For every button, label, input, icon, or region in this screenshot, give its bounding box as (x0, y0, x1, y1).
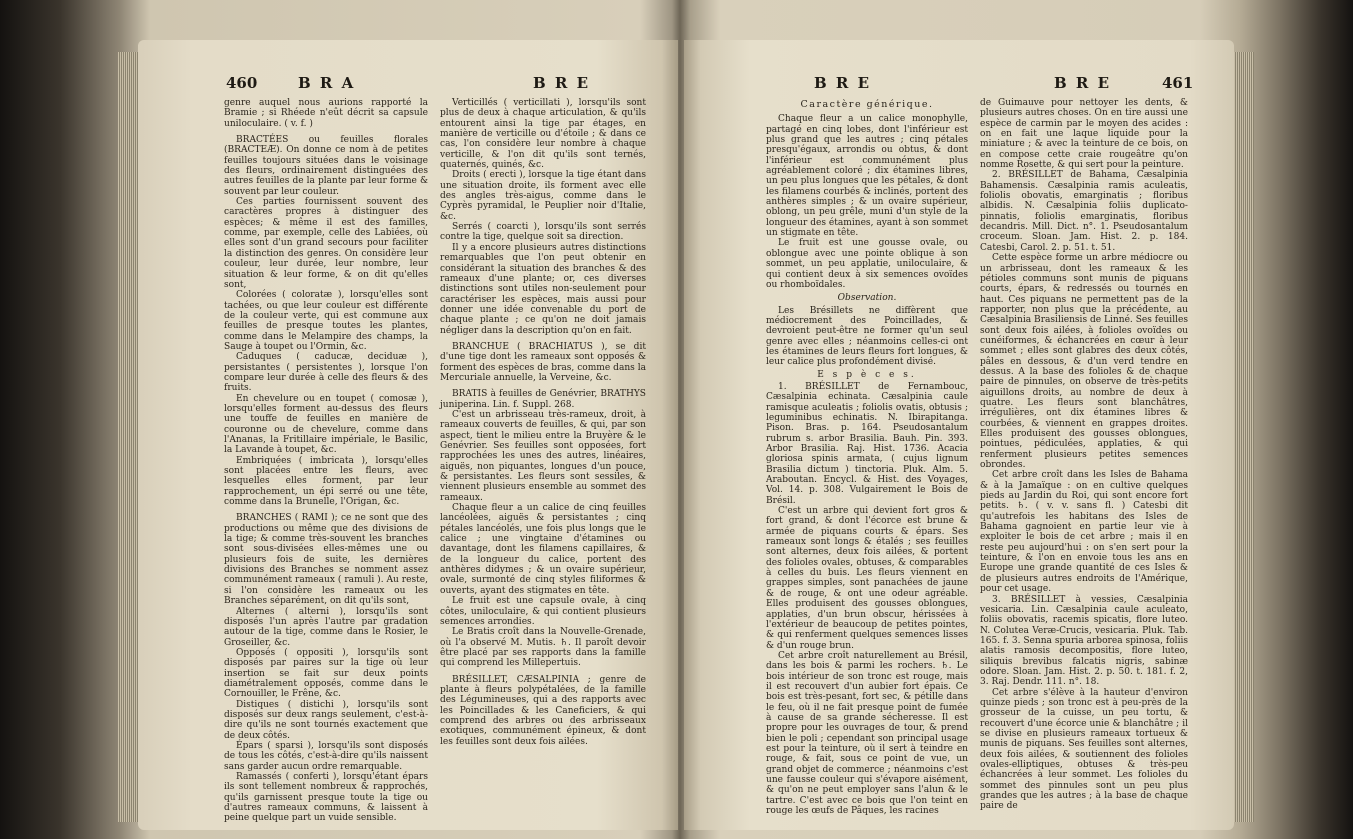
paragraph: Cet arbre croît dans les Isles de Bahama & à la Jamaïque : on en cultive quelques pieds au Jardin du Roi, qui sont encore fort petits. ♄. ( v. v. sans fl. ) Catesbi dit qu'autrefois les habitans des Isles de Bahama gagnoient en partie leur vie à exploiter le bois de cet arbre ; mais il en reste peu aujourd'hui : on s'en sert pour la teinture, & l'on en envoie tous les ans en Europe une grande quantité de ces Isles & de plusieurs autres endroits de l'Amérique, pour cet usage. (980, 470, 1188, 595)
paragraph: Embriquées ( imbricata ), lorsqu'elles sont placées entre les fleurs, avec lesquelles elles forment, par leur rapprochement, un épi serré ou une tête, comme dans la Brunelle, l'Origan, &c. (224, 455, 428, 508)
paragraph: Cette espèce forme un arbre médiocre ou un arbrisseau, dont les rameaux & les pétioles communs sont munis de piquans courts, épars, & redressés ou tournés en haut. Ces piquans ne permettent pas de la rapporter, non plus que la précédente, au Cæsalpinia Brasiliensis de Linné. Ses feuilles sont deux fois ailées, à folioles ovoïdes ou cunéiformes, & échancrées en cœur à leur sommet ; elles sont glabres des deux côtés, pâles en dessous, & d'un verd tendre en dessus. A la base des folioles & de chaque paire de pinnules, on observe de très-petits aiguillons droits, au nombre de deux à quatre. Les fleurs sont blanchâtres, irrégulières, ont dix étamines libres & courbées, & viennent en grappes droites. Elles produisent des gousses oblongues, pointues, pédiculées, applaties, & qui renferment plusieurs petites semences obrondes. (980, 253, 1188, 471)
paragraph: Verticillés ( verticillati ), lorsqu'ils sont plus de deux à chaque articulation, & qu'ils entourent ainsi la tige par étages, en manière de verticille ou d'étoile ; & dans ce cas, l'on considère leur nombre à chaque verticille, & l'on dit qu'ils sont ternés, quaternés, quinés, &c. (440, 98, 646, 171)
paragraph: BRANCHUE ( BRACHIATUS ), se dit d'une tige dont les rameaux sont opposés & forment des espèces de bras, comme dans la Mercuriale annuelle, la Verveine, &c. (440, 341, 646, 383)
running-head: B R E (1054, 74, 1112, 92)
paragraph: BRACTÉES ou feuilles florales (BRACTEÆ). On donne ce nom à de petites feuilles toujours situées dans le voisinage des fleurs, ordinairement distinguées des autres feuilles de la plante par leur forme & souvent par leur couleur. (224, 135, 428, 197)
paragraph: Colorées ( coloratæ ), lorsqu'elles sont tachées, ou que leur couleur est différente de la couleur verte, qui est commune aux feuilles de presque toutes les plantes, comme dans le Melampire des champs, la Sauge à toupet ou l'Ormin, &c. (224, 290, 428, 352)
paragraph: Chaque fleur a un calice de cinq feuilles lancéolées, aiguës & persistantes ; cinq pétales lancéolés, une fois plus longs que le calice ; une vingtaine d'étamines ou davantage, dont les filamens capillaires, & de la longueur du calice, portent des anthères didymes ; & un ovaire supérieur, ovale, surmonté de cinq styles filiformes & ouverts, ayant des stigmates en tête. (440, 503, 646, 596)
running-head: B R E (533, 74, 591, 92)
paragraph: Il y a encore plusieurs autres distinctions remarquables que l'on peut obtenir en considérant la situation des branches & des rameaux d'une plante; or, ces diverses distinctions sont utiles non-seulement pour caractériser les espèces, mais aussi pour donner une idée convenable du port de chaque plante ; ce qu'on ne doit jamais négliger dans la description qu'on en fait. (440, 242, 646, 336)
left-page-header (138, 74, 678, 96)
left-page (138, 40, 678, 830)
paragraph: Le fruit est une gousse ovale, ou oblongue avec une pointe oblique à son sommet, un peu applatie, uniloculaire, & qui contient deux à six semences ovoïdes ou rhomboïdales. (766, 238, 968, 290)
left-page-edges (118, 52, 140, 822)
paragraph: 1. BRÉSILLET de Fernambouc, Cæsalpinia echinata. Cæsalpinia caule ramisque aculeatis ; foliolis ovatis, obtusis ; leguminibus echinatis. N. Ibirapitanga. Pison. Bras. p. 164. Pseudosantalum rubrum s. arbor Brasilia. Bauh. Pin. 393. Arbor Brasilia. Raj. Hist. 1736. Acacia gloriosa spinis armata, ( cujus lignum Brasilia dictum ) tinctoria. Pluk. Alm. 5. Araboutan. Encycl. & Hist. des Voyages, Vol. 14. p. 308. Vulgairement le Bois de Brésil. (766, 381, 968, 506)
right-page-header (684, 74, 1234, 96)
paragraph: Alternes ( alterni ), lorsqu'ils sont disposés l'un après l'autre par gradation autour de la tige, comme dans le Rosier, le Groseiller, &c. (224, 606, 428, 648)
left-column-2 (440, 98, 646, 747)
paragraph: Caduques ( caducæ, deciduæ ), persistantes ( persistentes ), lorsque l'on compare leur durée à celle des fleurs & des fruits. (224, 352, 428, 394)
observation-heading: Observation. (837, 293, 897, 304)
paragraph: Épars ( sparsi ), lorsqu'ils sont disposés de tous les côtés, c'est-à-dire qu'ils naissent sans garder aucun ordre remarquable. (224, 740, 428, 772)
page-number: 461 (1162, 74, 1194, 92)
running-head: B R E (814, 74, 872, 92)
paragraph: Cet arbre s'élève à la hauteur d'environ quinze pieds ; son tronc est à peu-près de la grosseur de la cuisse, un peu tortu, & recouvert d'une écorce unie & blanchâtre ; il se divise en plusieurs rameaux tortueux & munis de piquans. Ses feuilles sont alternes, deux fois ailées, & soutiennent des folioles ovales-elliptiques, obtuses & très-peu échancrées à leur sommet. Les folioles du sommet des pinnules sont un peu plus grandes que les autres ; à la base de chaque paire de (980, 687, 1188, 812)
paragraph: Le Bratis croît dans la Nouvelle-Grenade, où l'a observé M. Mutis. ♄. Il paroît devoir être placé par ses rapports dans la famille qui comprend les Millepertuis. (440, 627, 646, 669)
species-heading: E s p è c e s. (817, 369, 917, 380)
paragraph: BRÉSILLET, CÆSALPINIA ; genre de plante à fleurs polypétalées, de la famille des Légumineuses, qui a des rapports avec les Poincillades & les Caneficiers, & qui comprend des arbres ou des arbrisseaux exotiques, communément épineux, & dont les feuilles sont deux fois ailées. (440, 674, 646, 747)
paragraph: Les Brésillets ne diffèrent que médiocrement des Poincillades, & devroient peut-être ne former qu'un seul genre avec elles ; néanmoins celles-ci ont les étamines de leurs fleurs fort longues, & leur calice plus profondément divisé. (766, 305, 968, 368)
paragraph: Ces parties fournissent souvent des caractères propres à distinguer des espèces; & même il est des familles, comme, par exemple, celle des Labiées, où elles sont d'un grand secours pour faciliter la distinction des genres. On considère leur couleur, leur durée, leur nombre, leur situation & leur forme, & on dit qu'elles sont, (224, 197, 428, 290)
paragraph: 2. BRÉSILLET de Bahama, Cæsalpinia Bahamensis. Cæsalpinia ramis aculeatis, foliolis obovatis, emarginatis ; floribus albidis. N. Cæsalpinia foliis duplicato-pinnatis, foliolis emarginatis, floribus decandris. Mill. Dict. n°. 1. Pseudosantalum croceum. Sloan. Jam. Hist. 2. p. 184. Catesbi, Carol. 2. p. 51. t. 51. (980, 170, 1188, 253)
paragraph: C'est un arbre qui devient fort gros & fort grand, & dont l'écorce est brune & armée de piquans courts & épars. Ses rameaux sont longs & étalés ; ses feuilles sont alternes, deux fois ailées, & portent des folioles ovales, obtuses, & comparables à celles du buis. Les fleurs viennent en grappes simples, sont panachées de jaune & de rouge, & ont une odeur agréable. Elles produisent des gousses oblongues, applaties, d'un brun obscur, hérissées à l'extérieur de beaucoup de petites pointes, & qui renferment quelques semences lisses & d'un rouge brun. (766, 506, 968, 651)
right-page (684, 40, 1234, 830)
right-column-1 (766, 98, 968, 816)
paragraph: de Guimauve pour nettoyer les dents, & plusieurs autres choses. On en tire aussi une espèce de carmin par le moyen des acides : on en fait une laque liquide pour la miniature ; & avec la teinture de ce bois, on en compose cette craie rougeâtre qu'on nomme Rosette, & qui sert pour la peinture. (980, 98, 1188, 171)
paragraph: Chaque fleur a un calice monophylle, partagé en cinq lobes, dont l'inférieur est plus grand que les autres ; cinq pétales presqu'égaux, arrondis ou obtus, & dont l'inférieur est communément plus agréablement coloré ; dix étamines libres, un peu plus longues que les pétales, & dont les filamens courbés & inclinés, portent des anthères simples ; & un ovaire supérieur, oblong, un peu grêle, muni d'un style de la longueur des étamines, ayant à son sommet un stigmate en tête. (766, 114, 968, 239)
right-page-edges (1232, 52, 1254, 822)
paragraph: Ramassés ( conferti ), lorsqu'étant épars ils sont tellement nombreux & rapprochés, qu'ils garnissent presque toute la tige ou d'autres rameaux communs, & laissent à peine quelque part un vuide sensible. (224, 772, 428, 824)
paragraph: En chevelure ou en toupet ( comosæ ), lorsqu'elles forment au-dessus des fleurs une touffe de feuilles en manière de couronne ou de chevelure, comme dans l'Ananas, la Fritillaire impériale, le Basilic, la Lavande à toupet, &c. (224, 393, 428, 456)
paragraph: BRANCHES ( RAMI ); ce ne sont que des productions ou même que des divisions de la tige; & comme très-souvent les branches sont sous-divisées elles-mêmes une ou plusieurs fois de suite, les dernières divisions des Branches se nomment assez communément rameaux ( ramuli ). Au reste, si l'on considère les rameaux ou les Branches séparément, on dit qu'ils sont, (224, 513, 428, 607)
left-column-1 (224, 98, 428, 824)
paragraph: genre auquel nous aurions rapporté la Bramie ; si Rhéede n'eût décrit sa capsule uniloculaire. ( v. f. ) (224, 98, 428, 129)
paragraph: Cet arbre croît naturellement au Brésil, dans les bois & parmi les rochers. ♄. Le bois intérieur de son tronc est rouge, mais il est recouvert d'un aubier fort épais. Ce bois est très-pesant, fort sec, & pétille dans le feu, où il ne fait presque point de fumée à cause de sa grande sécheresse. Il est propre pour les ouvrages de tour, & prend bien le poli ; cependant son principal usage est pour la teinture, où il sert à teindre en rouge, & fait, sous ce point de vue, un grand objet de commerce ; néanmoins c'est une fausse couleur qui s'évapore aisément, & qu'on ne peut employer sans l'alun & le tartre. C'est avec ce bois que l'on teint en rouge les œufs de Pâques, les racines (766, 650, 968, 817)
paragraph: BRATIS à feuilles de Genévrier, BRATHYS juniperina. Lin. f. Suppl. 268. (440, 389, 646, 410)
paragraph: Droits ( erecti ), lorsque la tige étant dans une situation droite, ils forment avec elle des angles très-aigus, comme dans le Cyprès pyramidal, le Peuplier noir d'Italie, &c. (440, 170, 646, 222)
paragraph: Opposés ( oppositi ), lorsqu'ils sont disposés par paires sur la tige où leur insertion se fait sur deux points diamétralement opposés, comme dans le Cornouiller, le Frêne, &c. (224, 647, 428, 700)
paragraph: Distiques ( distichi ), lorsqu'ils sont disposés sur deux rangs seulement, c'est-à-dire qu'ils ne sont tournés exactement que de deux côtés. (224, 699, 428, 741)
right-column-2 (980, 98, 1188, 812)
paragraph: 3. BRÉSILLET à vessies, Cæsalpinia vesicaria. Lin. Cæsalpinia caule aculeato, foliis obovatis, racemis spicatis, flore luteo. N. Colutea Veræ-Crucis, vesicaria. Pluk. Tab. 165. f. 3. Senna spuria arborea spinosa, foliis alatis ramosis decompositis, flore luteo, siliquis brevibus falcatis nigris, sabinæ odore. Sloan. Jam. Hist. 2. p. 50. t. 181. f. 2, 3. Raj. Dendr. 111. n°. 18. (980, 594, 1188, 688)
paragraph: Le fruit est une capsule ovale, à cinq côtes, uniloculaire, & qui contient plusieurs semences arrondies. (440, 596, 646, 627)
paragraph: C'est un arbrisseau très-rameux, droit, à rameaux couverts de feuilles, & qui, par son aspect, tient le milieu entre la Bruyère & le Genévrier. Ses feuilles sont opposées, fort rapprochées les unes des autres, linéaires, aiguës, non piquantes, longues d'un pouce, & persistantes. Les fleurs sont sessiles, & viennent plusieurs ensemble au sommet des rameaux. (440, 409, 646, 503)
paragraph: Serrés ( coarcti ), lorsqu'ils sont serrés contre la tige, quelque soit sa direction. (440, 222, 646, 243)
page-number: 460 (226, 74, 258, 92)
running-head: B R A (298, 74, 356, 92)
section-heading: Caractère générique. (800, 99, 934, 110)
